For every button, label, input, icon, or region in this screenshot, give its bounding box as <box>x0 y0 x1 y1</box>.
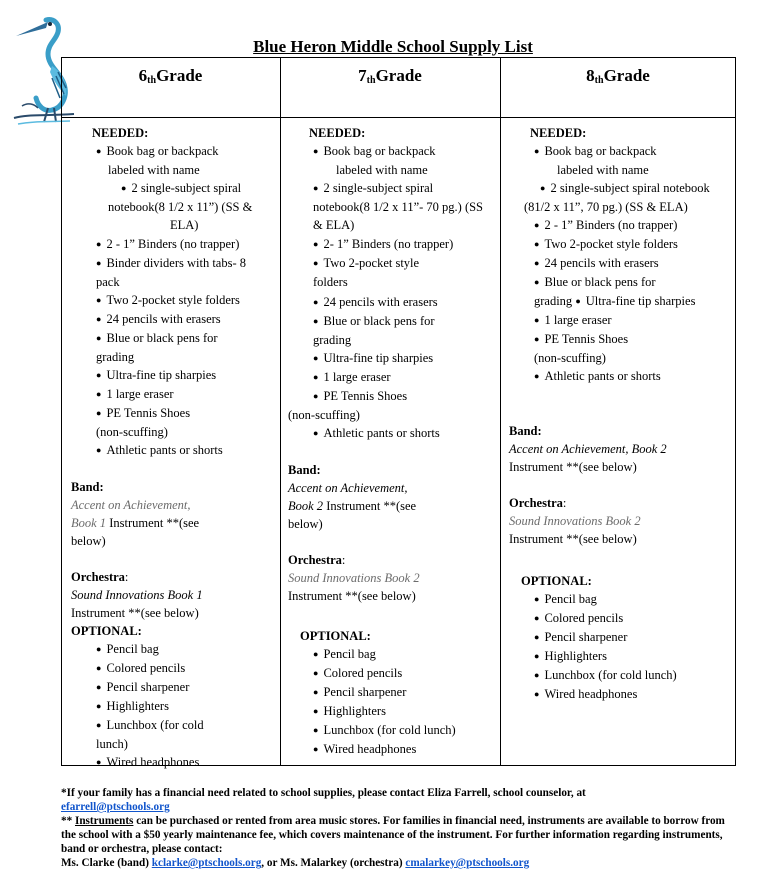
list-item: (non-scuffing) <box>534 351 606 365</box>
list-item: ● Lunchbox (for cold lunch) <box>288 721 498 740</box>
list-item: ● Colored pencils <box>288 664 498 683</box>
list-item: ● 2- 1” Binders (no trapper) <box>288 235 498 254</box>
orchestra-book: Sound Innovations Book 2 <box>288 571 420 585</box>
band-instrument: Instrument **(see below) <box>509 460 637 474</box>
grade-7-header: $7_{th}Grade$ <box>358 66 422 86</box>
grade-8-header: $8_{th}Grade$ <box>586 66 650 86</box>
list-item: ● Athletic pants or shorts <box>288 424 498 443</box>
list-item: ● Book bag or backpack <box>288 142 498 161</box>
list-item: (non-scuffing) <box>288 408 360 422</box>
needed-label: NEEDED: <box>530 126 587 140</box>
needed-label: NEEDED: <box>92 126 149 140</box>
list-item: ● PE Tennis Shoes <box>71 404 276 423</box>
optional-label: OPTIONAL: <box>300 629 371 643</box>
orchestra-instrument: Instrument **(see below) <box>288 589 416 603</box>
list-item: ● 24 pencils with erasers <box>288 293 498 312</box>
orchestra-instrument: Instrument **(see below) <box>509 532 637 546</box>
list-item: ● Highlighters <box>509 647 734 666</box>
column-divider <box>500 57 501 766</box>
grade-6-column <box>71 124 276 772</box>
list-item: ● Book bag or backpack <box>509 142 734 161</box>
list-item: notebook(8 1/2 x 11”- 70 pg.) (SS <box>313 200 484 214</box>
header-divider <box>61 117 736 118</box>
list-item: (non-scuffing) <box>96 425 168 439</box>
list-item: ● Lunchbox (for cold <box>71 716 276 735</box>
list-item: (81/2 x 11”, 70 pg.) (SS & ELA) <box>524 200 688 214</box>
grade-7-column <box>288 124 498 759</box>
list-item: ● Pencil sharpener <box>509 628 734 647</box>
band-book: Accent on Achievement, <box>288 481 408 495</box>
list-item: & ELA) <box>313 218 355 232</box>
counselor-email-link[interactable]: efarrell@ptschools.org <box>61 801 170 813</box>
list-item: ● Pencil sharpener <box>288 683 498 702</box>
list-item: ● Two 2-pocket style folders <box>509 235 734 254</box>
contact-line: Ms. Clarke (band) kclarke@ptschools.org, or Ms. Malarkey (orchestra) cmalarkey@ptschools.org <box>61 857 530 869</box>
list-item: ● Highlighters <box>71 697 276 716</box>
list-item: ● 24 pencils with erasers <box>509 254 734 273</box>
list-item: ● Blue or black pens for <box>288 312 498 331</box>
list-item: grading <box>313 333 352 347</box>
band-email-link[interactable]: kclarke@ptschools.org <box>151 857 262 869</box>
band-book: Accent on Achievement, Book 2 <box>509 442 667 456</box>
list-item: ● Blue or black pens for <box>71 329 276 348</box>
list-item: ● 1 large eraser <box>288 368 498 387</box>
optional-label: OPTIONAL: <box>521 574 592 588</box>
footer-notes <box>61 786 741 870</box>
list-item: ● Wired headphones <box>509 685 734 704</box>
list-item: labeled with name <box>557 163 649 177</box>
band-label: Band: <box>509 424 542 438</box>
list-item: ● Colored pencils <box>509 609 734 628</box>
list-item: ● PE Tennis Shoes <box>288 387 498 406</box>
list-item: ● 24 pencils with erasers <box>71 310 276 329</box>
list-item: ● 2 single-subject spiral notebook <box>509 179 734 198</box>
list-item: ● Lunchbox (for cold lunch) <box>509 666 734 685</box>
list-item: ● Pencil bag <box>71 640 276 659</box>
list-item: ● Pencil sharpener <box>71 678 276 697</box>
list-item: notebook(8 1/2 x 11”) (SS & <box>108 200 253 214</box>
needed-list <box>509 142 734 386</box>
list-item: ● Athletic pants or shorts <box>71 441 276 460</box>
list-item: folders <box>313 275 348 289</box>
orchestra-label: Orchestra: <box>509 496 567 510</box>
grade-6-header: $6_{th}Grade$ <box>138 66 203 86</box>
band-instrument-cont: below) <box>71 534 106 548</box>
band-book: Accent on Achievement, <box>71 498 191 512</box>
list-item: ● Pencil bag <box>509 590 734 609</box>
list-item: ● Ultra-fine tip sharpies <box>288 349 498 368</box>
optional-list <box>71 640 276 772</box>
orchestra-book: Sound Innovations Book 2 <box>509 514 641 528</box>
page-title: Blue Heron Middle School Supply List <box>253 37 533 56</box>
list-item: ● PE Tennis Shoes <box>509 330 734 349</box>
list-item: ● Pencil bag <box>288 645 498 664</box>
column-divider <box>280 57 281 766</box>
orchestra-label: Orchestra: <box>71 570 129 584</box>
financial-note: *If your family has a financial need related to school supplies, please contact Eliza Farrell, school counselor, at <box>61 787 586 799</box>
list-item: labeled with name <box>336 163 428 177</box>
list-item: ● Book bag or backpack <box>71 142 276 161</box>
optional-list <box>288 645 498 759</box>
band-instrument-cont: below) <box>288 517 323 531</box>
band-label: Band: <box>71 480 104 494</box>
list-item: ● Athletic pants or shorts <box>509 367 734 386</box>
band-label: Band: <box>288 463 321 477</box>
needed-list <box>71 142 276 460</box>
orchestra-email-link[interactable]: cmalarkey@ptschools.org <box>405 857 530 869</box>
band-instrument: Book 2 Instrument **(see <box>288 499 417 513</box>
grade-8-column <box>509 124 734 704</box>
list-item: grading ● Ultra-fine tip sharpies <box>509 292 734 311</box>
optional-label: OPTIONAL: <box>71 624 142 638</box>
list-item: ● Wired headphones <box>71 753 276 772</box>
list-item: ELA) <box>170 218 199 232</box>
list-item: ● Two 2-pocket style <box>288 254 498 273</box>
orchestra-book: Sound Innovations Book 1 <box>71 588 203 602</box>
list-item: ● Blue or black pens for <box>509 273 734 292</box>
list-item: ● 2 - 1” Binders (no trapper) <box>509 216 734 235</box>
needed-label: NEEDED: <box>309 126 366 140</box>
list-item: ● Two 2-pocket style folders <box>71 291 276 310</box>
instrument-note: ** Instruments can be purchased or rented from area music stores. For families in financial need, instruments are available to borrow from the school with a $50 yearly maintenance fee, which covers maintenance of the instrument. For further information regarding instruments, band or orchestra, please contact: <box>61 815 725 855</box>
orchestra-label: Orchestra: <box>288 553 346 567</box>
list-item: ● 2 - 1” Binders (no trapper) <box>71 235 276 254</box>
list-item: lunch) <box>96 737 128 751</box>
list-item: ● 1 large eraser <box>71 385 276 404</box>
orchestra-instrument: Instrument **(see below) <box>71 606 199 620</box>
band-instrument: Book 1 Instrument **(see <box>71 516 200 530</box>
list-item: ● 2 single-subject spiral <box>71 179 276 198</box>
list-item: grading <box>96 350 135 364</box>
list-item: ● Wired headphones <box>288 740 498 759</box>
list-item: ● 2 single-subject spiral <box>288 179 498 198</box>
optional-list <box>509 590 734 704</box>
needed-list <box>288 142 498 443</box>
list-item: ● Binder dividers with tabs- 8 <box>71 254 276 273</box>
list-item: ● Ultra-fine tip sharpies <box>71 366 276 385</box>
list-item: pack <box>96 275 120 289</box>
list-item: ● Colored pencils <box>71 659 276 678</box>
list-item: labeled with name <box>108 163 200 177</box>
list-item: ● Highlighters <box>288 702 498 721</box>
list-item: ● 1 large eraser <box>509 311 734 330</box>
